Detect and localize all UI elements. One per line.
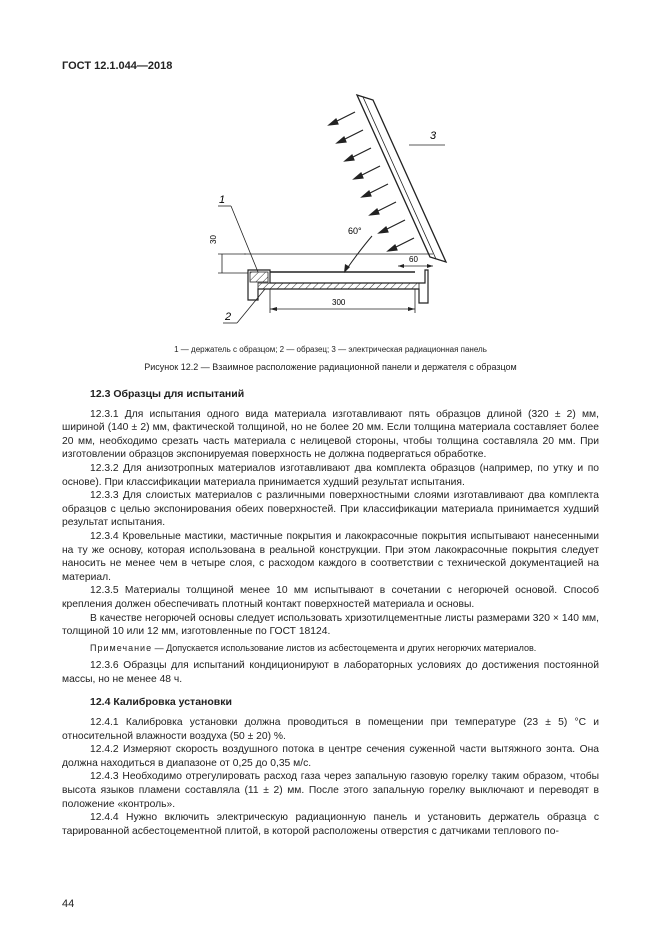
callout-3 xyxy=(409,130,445,145)
radiation-panel xyxy=(357,95,446,262)
paragraph-12-3-2: 12.3.2 Для анизотропных материалов изготавливают два комплекта образцов (например, по утку и по основе). При классификации материала принимается худший результат испытания. xyxy=(62,462,599,488)
callout-3-label: 3 xyxy=(430,130,437,142)
note-label: Примечание xyxy=(90,642,153,653)
angle-label: 60° xyxy=(348,226,362,236)
paragraph-12-3-6: 12.3.6 Образцы для испытаний кондиционируют в лабораторных условиях до достижения постоянной массы, но не менее 48 ч. xyxy=(62,660,599,685)
dimension-60-label: 60 xyxy=(409,255,418,264)
paragraph-12-3-5-base: В качестве негорючей основы следует использовать хризотилцементные листы размерами 320 × 140 мм, толщиной 10 или 12 мм, изготовленные по ГОСТ 18124. xyxy=(62,612,599,638)
angle-marker xyxy=(344,226,372,273)
figure-caption: Рисунок 12.2 — Взаимное расположение радиационной панели и держателя с образцом xyxy=(144,362,517,372)
note xyxy=(62,642,599,656)
paragraph-12-3-5: 12.3.5 Материалы толщиной менее 10 мм испытывают в сочетании с негорючей основой. Способ крепления должен обеспечивать плотный контакт поверхностей материала и основы. xyxy=(62,585,599,610)
paragraph-12-4-1: 12.4.1 Калибровка установки должна проводиться в помещении при температуре (23 ± 5) °С и относительной влажности воздуха (50 ± 20) %. xyxy=(62,717,599,742)
figure-legend: 1 — держатель с образцом; 2 — образец; 3 — электрическая радиационная панель xyxy=(174,345,487,354)
dimension-60 xyxy=(398,255,433,268)
document-body xyxy=(62,384,599,838)
dimension-height xyxy=(209,235,248,273)
section-12-3-title: 12.3 Образцы для испытаний xyxy=(90,388,245,400)
dimension-height-label: 30 xyxy=(209,235,218,244)
paragraph-12-4-2: 12.4.2 Измеряют скорость воздушного потока в центре сечения суженной части вытяжного зонта. Она должна находиться в диапазоне от 0,25 до 0,35 м/с. xyxy=(62,744,599,769)
document-header: ГОСТ 12.1.044—2018 xyxy=(62,60,173,72)
section-12-4-title: 12.4 Калибровка установки xyxy=(90,696,232,709)
paragraph-12-3-3: 12.3.3 Для слоистых материалов с различными поверхностными слоями изготавливают два комплекта образцов с целью экспонирования обеих поверхностей. При классификации материала принимается худший результат испытания. xyxy=(62,490,599,529)
paragraph-12-3-4: 12.3.4 Кровельные мастики, мастичные покрытия и лакокрасочные покрытия испытывают нанесенными на ту же основу, которая использована в реальной конструкции. При этом лакокрасочные покрытия следует наносить не менее чем в четыре слоя, с расходом каждого в соответствии с технической документацией на материал. xyxy=(62,530,599,583)
callout-2 xyxy=(223,289,265,323)
dimension-300 xyxy=(270,289,415,313)
callout-2-label: 2 xyxy=(225,311,232,323)
paragraph-12-4-3: 12.4.3 Необходимо отрегулировать расход газа через запальную газовую горелку таким образом, чтобы высота языков пламени составляла (11 ± 2) мм. После этого запальную горелку выключают и переводят в положение «контроль». xyxy=(62,771,599,810)
note-text: — Допускается использование листов из асбестоцемента и других негорючих материалов. xyxy=(152,642,537,653)
callout-1 xyxy=(218,194,258,272)
paragraph-12-3-1: 12.3.1 Для испытания одного вида материала изготавливают пять образцов длиной (320 ± 2) мм, шириной (140 ± 2) мм, фактической толщиной, но не более 20 мм. Если толщина материала составляет более 20 мм, необходимо срезать часть материала с нелицевой стороны, чтобы толщина составляла 20 мм. При изготовлении образцов экспонируемая поверхность не должна подвергаться обработке. xyxy=(62,408,599,461)
page-number: 44 xyxy=(62,898,75,910)
paragraph-12-4-4: 12.4.4 Нужно включить электрическую радиационную панель и установить держатель образца с тарированной асбестоцементной плитой, в которой расположены отверстия с датчиками теплового по- xyxy=(62,812,599,837)
callout-1-label: 1 xyxy=(219,194,226,206)
figure-12-2 xyxy=(0,0,661,340)
dimension-300-label: 300 xyxy=(332,298,346,307)
